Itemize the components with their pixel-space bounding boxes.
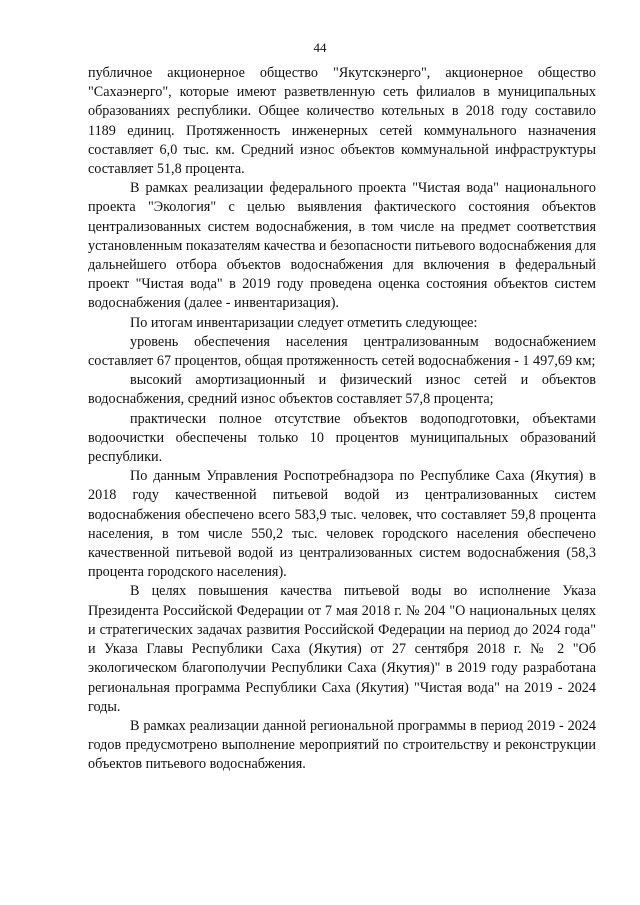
- paragraph-3: По итогам инвентаризации следует отметить следующее:: [130, 314, 478, 331]
- page-number: 44: [313, 40, 327, 55]
- paragraph-4: уровень обеспечения населения централизованным водоснабжением составляет 67 процентов, общая протяженность сетей водоснабжения - 1 497,69 км;: [88, 333, 596, 370]
- paragraph-7: По данным Управления Роспотребнадзора по Республике Саха (Якутия) в 2018 году качественной питьевой водой из централизованных систем водоснабжения обеспечено всего 583,9 тыс. человек, что составляет 59,8 процента населения, в том числе 550,2 тыс. человек городского населения обеспечено качественной питьевой водой из централизованных систем водоснабжения (58,3 процента городского населения).: [88, 468, 596, 581]
- paragraph-2: В рамках реализации федерального проекта "Чистая вода" национального проекта "Экология" с целью выявления фактического состояния объектов централизованных систем водоснабжения, в том числе на предмет соответствия установленным показателям качества и безопасности питьевого водоснабжения для дальнейшего отбора объектов водоснабжения для включения в федеральный проект "Чистая вода" в 2019 году проведена оценка состояния объектов систем водоснабжения (далее - инвентаризация).: [88, 180, 596, 312]
- paragraph-6: практически полное отсутствие объектов водоподготовки, объектами водоочистки обеспечены только 10 процентов муниципальных образований республики.: [88, 410, 596, 466]
- body-text: [88, 64, 596, 775]
- paragraph-5: высокий амортизационный и физический износ сетей и объектов водоснабжения, средний износ объектов составляет 57,8 процента;: [88, 372, 596, 408]
- paragraph-9: В рамках реализации данной региональной программы в период 2019 - 2024 годов предусмотрено выполнение мероприятий по строительству и реконструкции объектов питьевого водоснабжения.: [88, 717, 596, 773]
- paragraph-8: В целях повышения качества питьевой воды во исполнение Указа Президента Российской Федерации от 7 мая 2018 г. № 204 "О национальных целях и стратегических задачах развития Российской Федерации на период до 2024 года" и Указа Главы Республики Саха (Якутия) от 27 сентября 2018 г. № 2 "Об экологическом благополучии Республики Саха (Якутия)" в 2019 году разработана региональная программа Республики Саха (Якутия) "Чистая вода" на 2019 - 2024 годы.: [88, 583, 596, 715]
- paragraph-1: публичное акционерное общество "Якутскэнерго", акционерное общество "Сахаэнерго", которые имеют разветвленную сеть филиалов в муниципальных образованиях республики. Общее количество котельных в 2018 году составило 1189 единиц. Протяженность инженерных сетей коммунального назначения составляет 6,0 тыс. км. Средний износ объектов коммунальной инфраструктуры составляет 51,8 процента.: [88, 65, 596, 178]
